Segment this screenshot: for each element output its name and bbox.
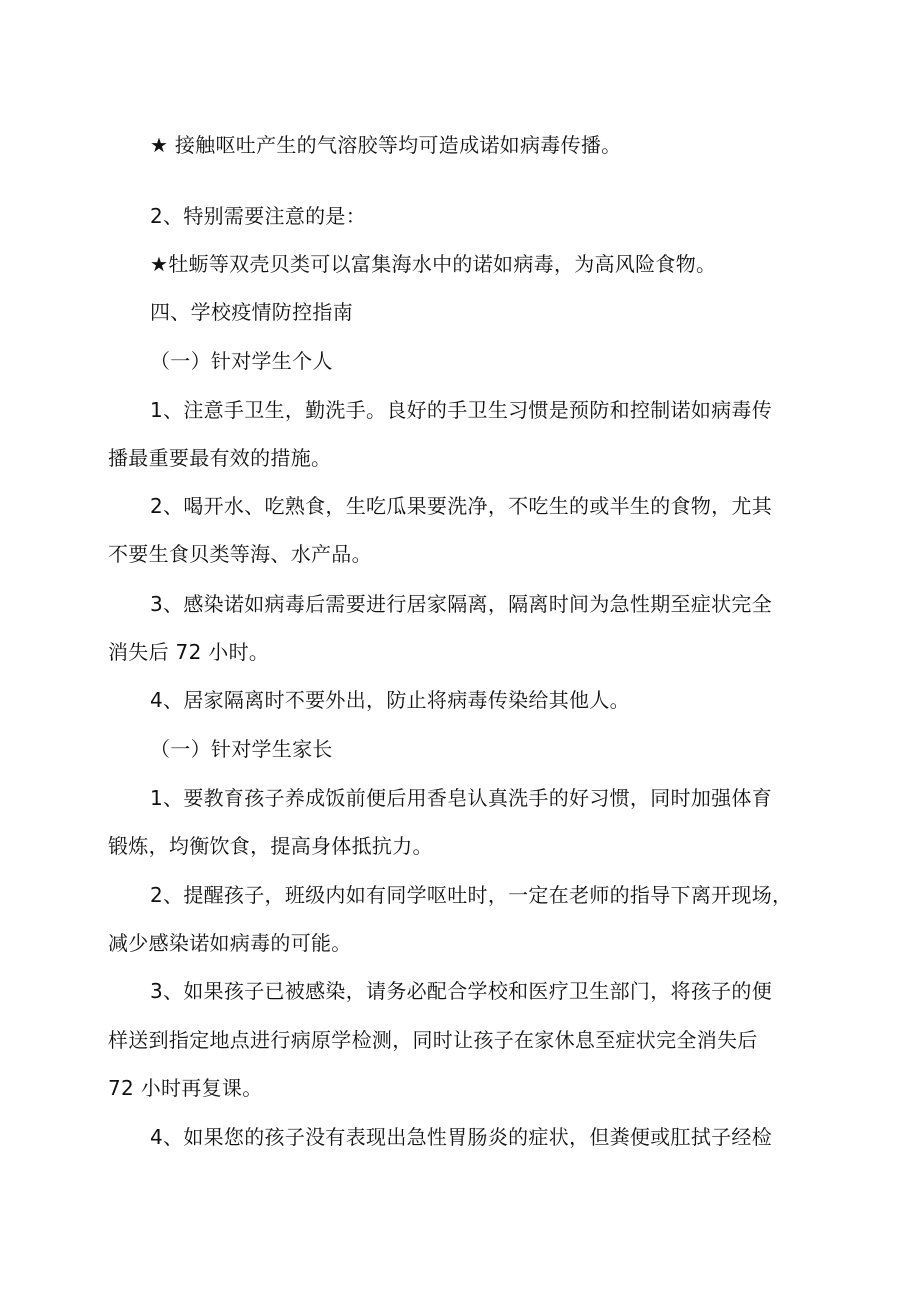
- student-item-3-line-2: 消失后 72 小时。: [108, 640, 270, 664]
- subsection-heading-students: （一）针对学生个人: [150, 349, 333, 373]
- student-item-1-line-1: 1、注意手卫生，勤洗手。良好的手卫生习惯是预防和控制诺如病毒传: [150, 398, 773, 422]
- student-item-2-line-1: 2、喝开水、吃熟食，生吃瓜果要洗净，不吃生的或半生的食物，尤其: [150, 494, 773, 518]
- section-heading-school-guide: 四、学校疫情防控指南: [150, 300, 353, 324]
- bullet-aerosol-transmission: ★ 接触呕吐产生的气溶胶等均可造成诺如病毒传播。: [150, 133, 622, 157]
- parent-item-4-line-1: 4、如果您的孩子没有表现出急性胃肠炎的症状，但粪便或肛拭子经检: [150, 1125, 773, 1149]
- subsection-heading-parents: （一）针对学生家长: [150, 737, 333, 761]
- student-item-2-line-2: 不要生食贝类等海、水产品。: [108, 542, 372, 566]
- parent-item-3-line-2: 样送到指定地点进行病原学检测，同时让孩子在家休息至症状完全消失后: [108, 1028, 758, 1052]
- student-item-3-line-1: 3、感染诺如病毒后需要进行居家隔离，隔离时间为急性期至症状完全: [150, 592, 773, 616]
- parent-item-2-line-2: 减少感染诺如病毒的可能。: [108, 931, 352, 955]
- bullet-oysters: ★牡蛎等双壳贝类可以富集海水中的诺如病毒，为高风险食物。: [150, 252, 717, 276]
- parent-item-3-line-3: 72 小时再复课。: [108, 1076, 263, 1100]
- parent-item-1-line-1: 1、要教育孩子养成饭前便后用香皂认真洗手的好习惯，同时加强体育: [150, 786, 773, 810]
- student-item-1-line-2: 播最重要最有效的措施。: [108, 446, 332, 470]
- parent-item-2-line-1: 2、提醒孩子，班级内如有同学呕吐时，一定在老师的指导下离开现场，: [150, 883, 793, 907]
- special-note-heading: 2、特别需要注意的是：: [150, 204, 367, 228]
- student-item-4: 4、居家隔离时不要外出，防止将病毒传染给其他人。: [150, 688, 630, 712]
- parent-item-1-line-2: 锻炼，均衡饮食，提高身体抵抗力。: [108, 834, 433, 858]
- parent-item-3-line-1: 3、如果孩子已被感染，请务必配合学校和医疗卫生部门，将孩子的便: [150, 979, 773, 1003]
